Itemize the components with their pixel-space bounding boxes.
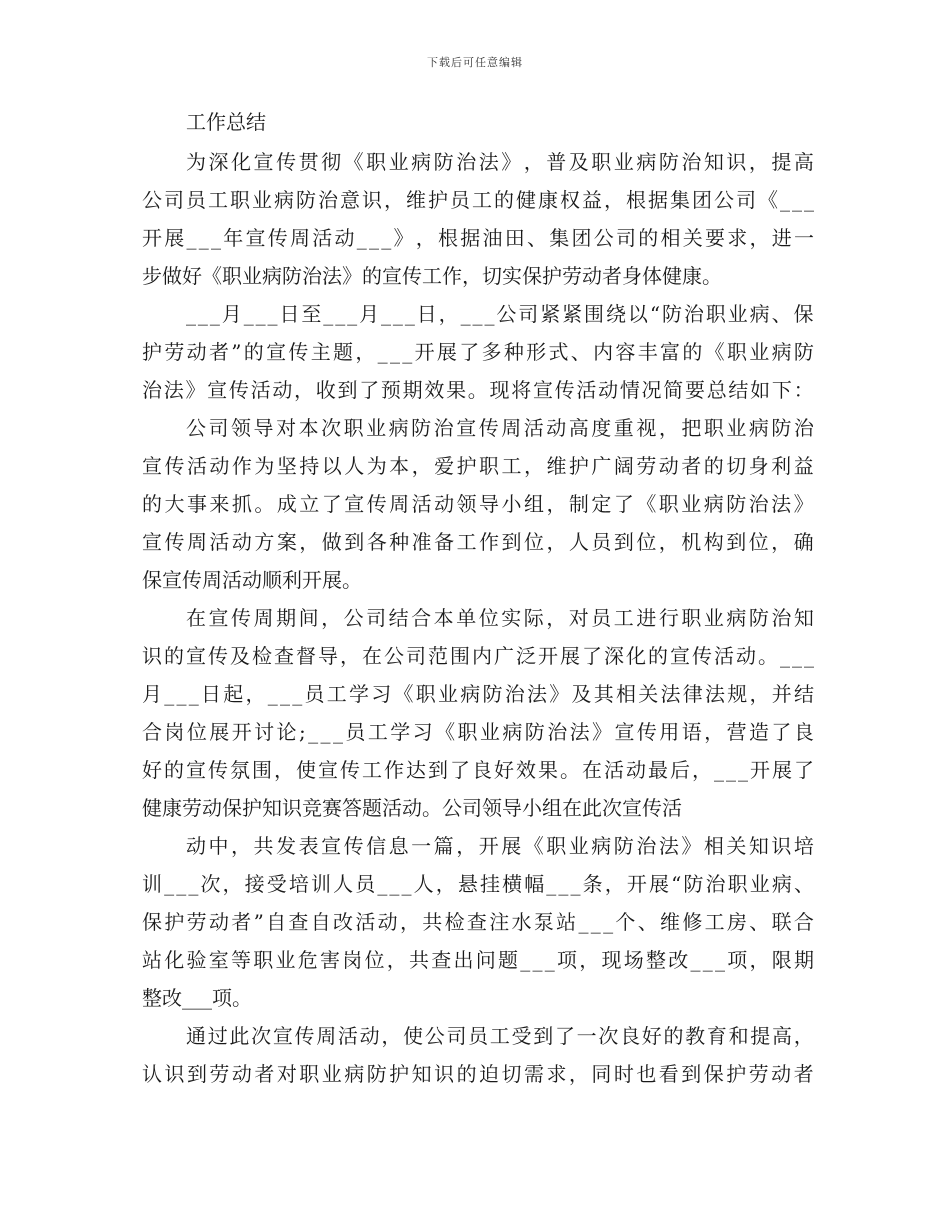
paragraph-line: 通 过 此 次 宣 传 周 活 动 ， 使 公 司 员 工 受 到 了 一 次 良 好 的 教 育 和 提 高 ，	[186, 1024, 814, 1048]
paragraph-line: 认 识 到 劳 动 者 对 职 业 病 防 护 知 识 的 迫 切 需 求 ， 同 时 也 看 到 保 护 劳 动 者	[142, 1062, 814, 1086]
paragraph-line: 步做好《职业病防治法》的宣传工作，切实保护劳动者身体健康。	[142, 264, 722, 288]
paragraph-line: 整改___项。	[142, 986, 252, 1010]
paragraph-line: 好 的 宣 传 氛 围 ， 使 宣 传 工 作 达 到 了 良 好 效 果 。 在 活 动 最 后 ， _ _ _ 开 展 了	[142, 758, 814, 782]
paragraph-line: _ _ _ 月 _ _ _ 日 至 _ _ _ 月 _ _ _ 日 ， _ _ _ 公 司 紧 紧 围 绕 以 “ 防 治 职 业 病 、 保	[186, 302, 814, 326]
paragraph-line: 保宣传周活动顺利开展。	[142, 568, 362, 592]
paragraph-line: 保 护 劳 动 者 ” 自 查 自 改 活 动 ， 共 检 查 注 水 泵 站 _ _ _ 个 、 维 修 工 房 、 联 合	[142, 910, 814, 934]
paragraph-line: 护 劳 动 者 ” 的 宣 传 主 题 ， _ _ _ 开 展 了 多 种 形 式 、 内 容 丰 富 的 《 职 业 病 防	[142, 340, 814, 364]
paragraph-line: 开 展 _ _ _ 年 宣 传 周 活 动 _ _ _ 》 ， 根 据 油 田 、 集 团 公 司 的 相 关 要 求 ， 进 一	[142, 226, 814, 250]
paragraph-line: 治 法 》 宣 传 活 动 ， 收 到 了 预 期 效 果 。 现 将 宣 传 活 动 情 况 简 要 总 结 如 下 ：	[142, 378, 814, 402]
paragraph-line: 动 中 ， 共 发 表 宣 传 信 息 一 篇 ， 开 展 《 职 业 病 防 治 法 》 相 关 知 识 培	[186, 834, 814, 858]
paragraph-line: 月 _ _ _ 日 起 ， _ _ _ 员 工 学 习 《 职 业 病 防 治 法 》 及 其 相 关 法 律 法 规 ， 并 结	[142, 682, 814, 706]
paragraph-line: 在 宣 传 周 期 间 ， 公 司 结 合 本 单 位 实 际 ， 对 员 工 进 行 职 业 病 防 治 知	[186, 606, 814, 630]
paragraph-line: 公 司 员 工 职 业 病 防 治 意 识 ， 维 护 员 工 的 健 康 权 益 ， 根 据 集 团 公 司 《 _ _ _	[142, 188, 814, 212]
paragraph-line: 站 化 验 室 等 职 业 危 害 岗 位 ， 共 查 出 问 题 _ _ _ 项 ， 现 场 整 改 _ _ _ 项 ， 限 期	[142, 948, 814, 972]
paragraph-line: 公 司 领 导 对 本 次 职 业 病 防 治 宣 传 周 活 动 高 度 重 视 ， 把 职 业 病 防 治	[186, 416, 814, 440]
paragraph-line: 健康劳动保护知识竞赛答题活动。公司领导小组在此次宣传活	[142, 796, 682, 820]
paragraph-line: 宣 传 活 动 作 为 坚 持 以 人 为 本 ， 爱 护 职 工 ， 维 护 广 阔 劳 动 者 的 切 身 利 益	[142, 454, 814, 478]
paragraph-line: 的 大 事 来 抓 。 成 立 了 宣 传 周 活 动 领 导 小 组 ， 制 定 了 《 职 业 病 防 治 法 》	[142, 492, 814, 516]
paragraph-line: 训 _ _ _ 次 ， 接 受 培 训 人 员 _ _ _ 人 ， 悬 挂 横 幅 _ _ _ 条 ， 开 展 “ 防 治 职 业 病 、	[142, 872, 814, 896]
paragraph-line: 为 深 化 宣 传 贯 彻 《 职 业 病 防 治 法 》 ， 普 及 职 业 病 防 治 知 识 ， 提 高	[186, 150, 814, 174]
page-header-note: 下载后可任意编辑	[427, 56, 523, 69]
paragraph-line: 识 的 宣 传 及 检 查 督 导 ， 在 公 司 范 围 内 广 泛 开 展 了 深 化 的 宣 传 活 动 。 _ _ _	[142, 644, 814, 668]
paragraph-line: 宣 传 周 活 动 方 案 ， 做 到 各 种 准 备 工 作 到 位 ， 人 员 到 位 ， 机 构 到 位 ， 确	[142, 530, 814, 554]
document-title: 工作总结	[186, 110, 266, 134]
paragraph-line: 合 岗 位 展 开 讨 论 ; _ _ _ 员 工 学 习 《 职 业 病 防 治 法 》 宣 传 用 语 ， 营 造 了 良	[142, 720, 814, 744]
